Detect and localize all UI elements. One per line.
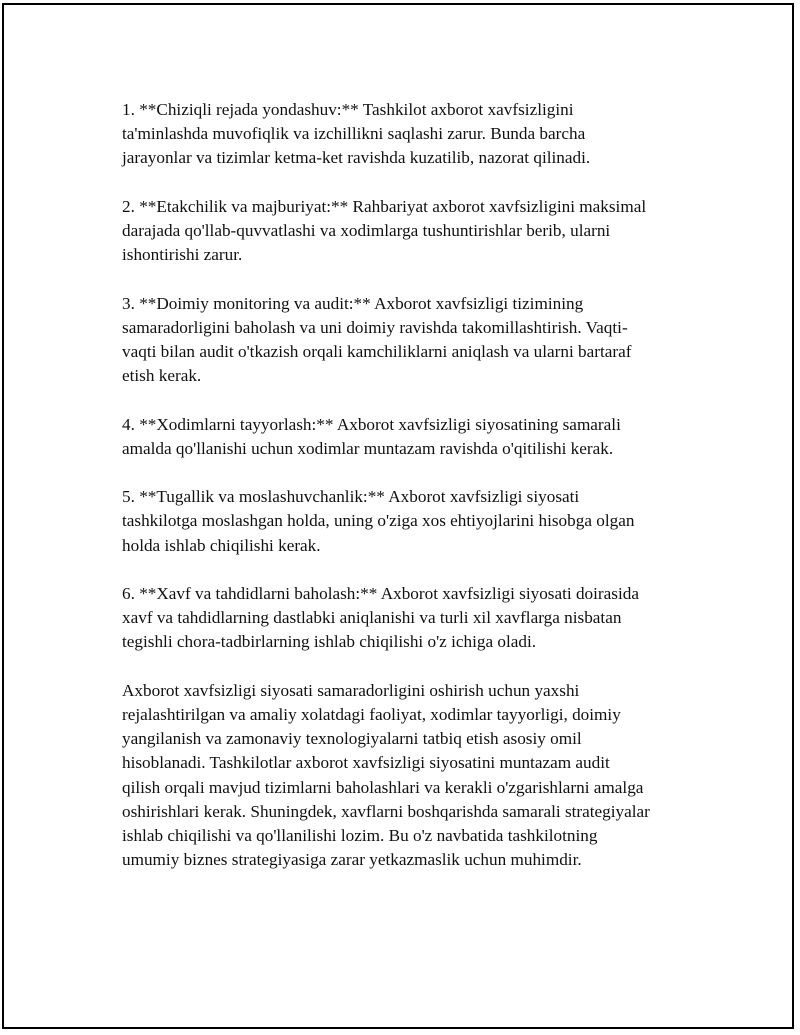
document-body	[122, 98, 692, 897]
text-line: qilish orqali mavjud tizimlarni baholashlari va kerakli o'zgarishlarni amalga	[122, 777, 644, 797]
text-line: umumiy biznes strategiyasiga zarar yetkazmaslik uchun muhimdir.	[122, 850, 582, 870]
text-line: darajada qo'llab-quvvatlashi va xodimlarga tushuntirishlar berib, ularni	[122, 221, 611, 240]
text-line: amalda qo'llanishi uchun xodimlar muntazam ravishda o'qitilishi kerak.	[122, 438, 614, 458]
text-line: ta'minlashda muvofiqlik va izchillikni saqlashi zarur. Bunda barcha	[122, 124, 586, 144]
paragraph-linear-approach	[122, 98, 692, 171]
paragraph-leadership	[122, 195, 692, 268]
text-line: xavf va tahdidlarning dastlabki aniqlanishi va turli xil xavflarga nisbatan	[122, 608, 622, 628]
text-line: etish kerak.	[122, 366, 202, 386]
text-line: ishlab chiqilishi va qo'llanilishi lozim. Bu o'z navbatida tashkilotning	[122, 826, 598, 845]
text-line: 4. **Xodimlarni tayyorlash:** Axborot xavfsizligi siyosatining samarali	[122, 414, 621, 434]
text-line: 1. **Chiziqli rejada yondashuv:** Tashkilot axborot xavfsizligini	[122, 100, 574, 119]
text-line: 3. **Doimiy monitoring va audit:** Axborot xavfsizligi tizimining	[122, 293, 584, 313]
text-line: 2. **Etakchilik va majburiyat:** Rahbariyat axborot xavfsizligini maksimal	[122, 196, 647, 216]
page-frame	[2, 3, 794, 1029]
text-line: hisoblanadi. Tashkilotlar axborot xavfsizligi siyosatini muntazam audit	[122, 753, 610, 773]
text-line: jarayonlar va tizimlar ketma-ket ravishda kuzatilib, nazorat qilinadi.	[122, 148, 591, 168]
paragraph-risk-assessment	[122, 582, 692, 655]
paragraph-conclusion	[122, 679, 692, 873]
text-line: oshirishlari kerak. Shuningdek, xavflarni boshqarishda samarali strategiyalar	[122, 801, 650, 821]
text-line: ishontirishi zarur.	[122, 245, 243, 265]
text-line: samaradorligini baholash va uni doimiy ravishda takomillashtirish. Vaqti-	[122, 317, 628, 337]
text-line: yangilanish va zamonaviy texnologiyalarni tatbiq etish asosiy omil	[122, 729, 582, 749]
text-line: tashkilotga moslashgan holda, uning o'ziga xos ehtiyojlarini hisobga olgan	[122, 511, 635, 531]
text-line: vaqti bilan audit o'tkazish orqali kamchiliklarni aniqlash va ularni bartaraf	[122, 342, 632, 361]
text-line: Axborot xavfsizligi siyosati samaradorligini oshirish uchun yaxshi	[122, 680, 580, 700]
text-line: 5. **Tugallik va moslashuvchanlik:** Axborot xavfsizligi siyosati	[122, 487, 580, 507]
paragraph-staff-training	[122, 413, 692, 461]
text-line: rejalashtirilgan va amaliy xolatdagi faoliyat, xodimlar tayyorligi, doimiy	[122, 704, 621, 724]
text-line: holda ishlab chiqilishi kerak.	[122, 535, 321, 555]
text-line: tegishli chora-tadbirlarning ishlab chiqilishi o'z ichiga oladi.	[122, 632, 537, 652]
paragraph-flexibility	[122, 485, 692, 558]
text-line: 6. **Xavf va tahdidlarni baholash:** Axborot xavfsizligi siyosati doirasida	[122, 583, 639, 603]
paragraph-monitoring-audit	[122, 292, 692, 389]
